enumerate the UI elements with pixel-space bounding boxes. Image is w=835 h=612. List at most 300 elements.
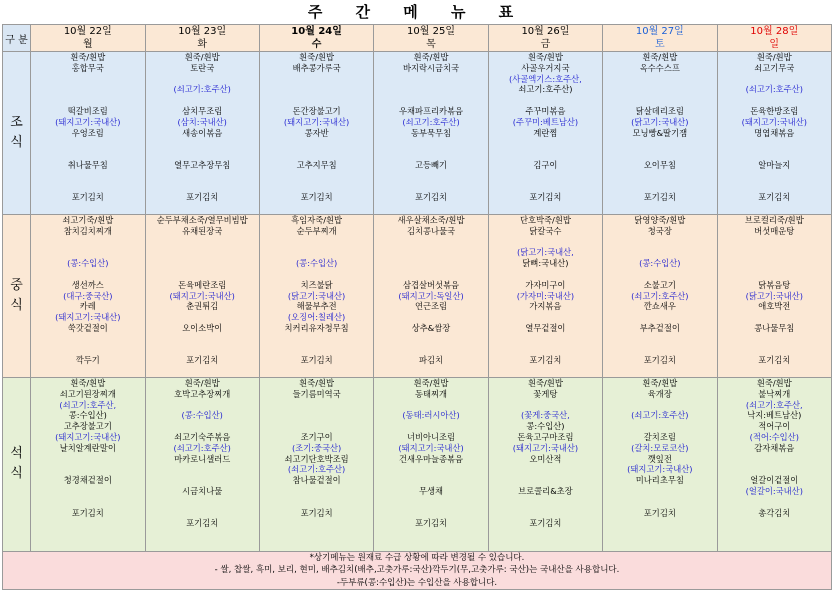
- menu-item: [718, 74, 831, 85]
- menu-item: 김치콩나물국: [406, 225, 456, 236]
- menu-item: 육개장: [647, 388, 672, 399]
- menu-item: [374, 237, 487, 248]
- menu-item: [146, 421, 259, 432]
- menu-item: [146, 203, 259, 214]
- menu-item: 쑥갓겉절이: [67, 322, 108, 333]
- menu-item: 오이무침: [643, 159, 676, 170]
- menu-item: [260, 84, 373, 95]
- menu-item: 유채된장국: [182, 225, 223, 236]
- menu-item: [374, 508, 487, 519]
- menu-item: [260, 421, 373, 432]
- menu-item: [489, 400, 602, 411]
- menu-item: [603, 95, 716, 106]
- menu-item: 소불고기: [643, 279, 676, 290]
- menu-item: [31, 149, 144, 160]
- menu-item: 쇠고기숙주볶음: [174, 431, 231, 442]
- menu-item: 콩:수입산): [526, 421, 565, 432]
- menu-item: 춘권튀김: [186, 301, 219, 312]
- menu-item: [374, 247, 487, 258]
- menu-item: 흰죽/흰밥: [642, 378, 678, 388]
- menu-item: [31, 247, 144, 258]
- menu-item: 참치김치찌개: [63, 225, 112, 236]
- menu-item: 포기김치: [414, 192, 448, 203]
- menu-item: [603, 497, 716, 508]
- menu-item: [603, 540, 716, 551]
- menu-item: 순두부채소죽/열무비빔밥: [156, 215, 248, 225]
- menu-item: [260, 171, 373, 182]
- menu-item: 옥수수스프: [639, 62, 680, 73]
- footer-note: -두부류(콩:수입산)는 수입산을 사용합니다.: [336, 577, 498, 588]
- gubun-header: 구 분: [3, 25, 31, 52]
- menu-item: 미나리초무침: [635, 475, 684, 486]
- menu-item: [603, 74, 716, 85]
- menu-item: 오미산적: [529, 453, 562, 464]
- menu-item: 가자미구이: [525, 279, 566, 290]
- menu-item: [718, 95, 831, 106]
- menu-item: [374, 497, 487, 508]
- menu-item: 치커리유자청무침: [284, 322, 349, 333]
- menu-item: [603, 237, 716, 248]
- menu-item: [374, 269, 487, 280]
- menu-item: 우채파프리카볶음: [398, 105, 464, 116]
- menu-item: [31, 366, 144, 377]
- menu-item: 모닝빵&딸기잼: [632, 127, 688, 138]
- day-header: [488, 25, 602, 52]
- menu-item: 닭칼국수: [529, 225, 562, 236]
- menu-item: 무생채: [418, 485, 444, 496]
- menu-item: (돼지고기:국내산): [398, 442, 464, 453]
- menu-item: [31, 497, 144, 508]
- menu-item: [146, 475, 259, 486]
- day-name: 금: [540, 39, 551, 50]
- menu-item: 포기김치: [529, 518, 562, 529]
- menu-item: 청경채겉절이: [63, 475, 112, 486]
- menu-item: [603, 138, 716, 149]
- menu-table: [2, 24, 832, 590]
- day-name: 월: [82, 39, 93, 50]
- menu-cell: [488, 215, 602, 378]
- menu-item: 우엉조림: [71, 127, 104, 138]
- menu-cell: [603, 215, 717, 378]
- day-header: [603, 25, 717, 52]
- menu-item: 고등빼기: [414, 159, 448, 170]
- menu-item: 고추장불고기: [63, 421, 112, 432]
- menu-item: [31, 171, 144, 182]
- menu-item: 알마늘지: [758, 159, 791, 170]
- menu-item: 쇠고기단호박조림: [284, 453, 349, 464]
- menu-item: [260, 74, 373, 85]
- menu-item: 해물부추전: [296, 301, 337, 312]
- menu-item: [260, 203, 373, 214]
- menu-item: (콩:수입산): [181, 410, 223, 421]
- menu-item: 콩나물무침: [754, 322, 795, 333]
- menu-item: [489, 237, 602, 248]
- menu-item: 날치알계란말이: [59, 442, 116, 453]
- menu-item: 쇠고기죽/흰밥: [62, 215, 114, 225]
- menu-item: [374, 258, 487, 269]
- menu-item: [718, 540, 831, 551]
- menu-item: 흰죽/흰밥: [642, 52, 678, 62]
- menu-item: 포기김치: [414, 518, 448, 529]
- menu-item: [146, 508, 259, 519]
- menu-item: [260, 95, 373, 106]
- menu-item: [260, 182, 373, 193]
- menu-item: (삼치:국내산): [177, 116, 227, 127]
- menu-cell: [717, 378, 831, 552]
- menu-item: [31, 454, 144, 465]
- menu-item: 상추&쌈장: [411, 322, 451, 333]
- menu-item: (적어:수입산): [749, 431, 799, 442]
- menu-item: 열무고추장무침: [174, 159, 231, 170]
- menu-item: [146, 237, 259, 248]
- menu-cell: [259, 215, 373, 378]
- menu-item: [718, 237, 831, 248]
- day-header: [259, 25, 373, 52]
- day-name: 목: [426, 39, 436, 50]
- menu-item: 브로컬리죽/흰밥: [744, 215, 804, 225]
- menu-item: [31, 84, 144, 95]
- menu-item: 삼치무조림: [182, 105, 223, 116]
- menu-item: 흰죽/흰밥: [184, 52, 220, 62]
- menu-item: 얼갈이겉절이: [750, 475, 799, 486]
- menu-item: [489, 464, 602, 475]
- menu-item: 흰죽/흰밥: [413, 52, 449, 62]
- menu-item: [260, 138, 373, 149]
- meal-label: [3, 215, 31, 378]
- menu-item: 홍합무국: [71, 62, 104, 73]
- menu-cell: [145, 378, 259, 552]
- menu-item: (쇠고기:호주산): [745, 84, 803, 95]
- page-title: 주 간 메 뉴 표: [307, 3, 528, 21]
- menu-item: [260, 529, 373, 540]
- menu-cell: [717, 215, 831, 378]
- menu-item: 돈육한방조림: [750, 105, 799, 116]
- menu-item: 순두부찌개: [296, 225, 337, 236]
- menu-item: [489, 529, 602, 540]
- menu-item: 돈육메란조림: [178, 279, 227, 290]
- menu-item: (얼갈이:국내산): [745, 485, 803, 496]
- menu-item: 낙지:베트남산): [747, 410, 802, 421]
- menu-item: [603, 334, 716, 345]
- menu-item: [718, 312, 831, 323]
- footer-notes: [3, 551, 832, 590]
- menu-item: [603, 203, 716, 214]
- menu-item: 흰죽/흰밥: [527, 378, 563, 388]
- menu-item: (닭고기:국내산): [745, 290, 803, 301]
- menu-item: [718, 149, 831, 160]
- menu-item: 쇠고기:호주산): [518, 84, 573, 95]
- menu-item: [31, 182, 144, 193]
- menu-item: [603, 518, 716, 529]
- menu-item: [603, 182, 716, 193]
- menu-item: [146, 540, 259, 551]
- menu-item: [489, 149, 602, 160]
- meal-row: [3, 52, 832, 215]
- menu-item: 김구이: [533, 159, 558, 170]
- menu-item: [260, 486, 373, 497]
- menu-item: 명엽채볶음: [754, 127, 795, 138]
- menu-item: [146, 464, 259, 475]
- menu-item: [31, 518, 144, 529]
- menu-item: 새송이볶음: [182, 127, 223, 138]
- menu-item: [374, 400, 487, 411]
- menu-item: 치즈불닭: [300, 279, 333, 290]
- menu-item: [146, 400, 259, 411]
- menu-item: (쇠고기:호주산,: [745, 399, 803, 410]
- menu-item: [146, 74, 259, 85]
- menu-cell: [488, 52, 602, 215]
- menu-item: [260, 149, 373, 160]
- menu-item: 새우살채소죽/흰밥: [397, 215, 465, 225]
- menu-item: [146, 182, 259, 193]
- menu-item: [489, 366, 602, 377]
- menu-item: [260, 518, 373, 529]
- menu-item: 마카로니샐러드: [174, 453, 231, 464]
- menu-item: [146, 529, 259, 540]
- menu-item: [489, 203, 602, 214]
- menu-item: 삼겹살버섯볶음: [402, 279, 460, 290]
- menu-item: (콩:수입산): [639, 258, 681, 269]
- menu-item: [146, 258, 259, 269]
- menu-item: 불낙찌개: [758, 388, 791, 399]
- menu-item: (콩:수입산): [67, 258, 109, 269]
- menu-item: [260, 345, 373, 356]
- menu-item: [146, 334, 259, 345]
- menu-item: [718, 138, 831, 149]
- day-header: [31, 25, 145, 52]
- menu-item: [146, 269, 259, 280]
- menu-item: [718, 529, 831, 540]
- menu-item: 꽃게탕: [533, 388, 558, 399]
- menu-item: [603, 529, 716, 540]
- menu-item: 생선까스: [71, 279, 104, 290]
- menu-item: [489, 540, 602, 551]
- menu-item: 포기김치: [643, 192, 676, 203]
- menu-item: 배추콩가루국: [292, 62, 341, 73]
- menu-item: [146, 366, 259, 377]
- menu-item: [31, 269, 144, 280]
- menu-item: 포기김치: [529, 192, 562, 203]
- menu-item: [489, 497, 602, 508]
- menu-item: (콩:수입산): [295, 258, 338, 269]
- menu-item: (돼지고기:국내산): [55, 116, 121, 127]
- meal-label: [3, 52, 31, 215]
- menu-item: [603, 149, 716, 160]
- menu-item: 떡갈비조림: [67, 105, 108, 116]
- menu-item: [718, 247, 831, 258]
- menu-cell: [488, 378, 602, 552]
- menu-item: [31, 486, 144, 497]
- menu-item: [260, 334, 373, 345]
- menu-item: (닭고기:국내산): [287, 290, 346, 301]
- menu-item: (갈치:모로코산): [631, 442, 689, 453]
- menu-item: 조기구이: [300, 431, 333, 442]
- menu-item: [603, 366, 716, 377]
- menu-item: [603, 247, 716, 258]
- header-row: [3, 25, 832, 52]
- menu-item: 쇠고기무국: [754, 62, 795, 73]
- menu-item: (닭고기:국내산): [631, 116, 689, 127]
- menu-item: [260, 366, 373, 377]
- menu-item: [374, 149, 487, 160]
- day-name: 수: [311, 39, 322, 50]
- menu-item: 포기김치: [300, 355, 333, 366]
- menu-cell: [374, 52, 488, 215]
- day-date: 10월 24일: [291, 26, 342, 37]
- menu-item: 파김치: [418, 355, 444, 366]
- meal-label-top: 조: [10, 115, 23, 130]
- menu-item: 돈간장불고기: [292, 105, 341, 116]
- menu-cell: [259, 378, 373, 552]
- meal-label: [3, 378, 31, 552]
- menu-item: [718, 345, 831, 356]
- menu-item: 오이소박이: [182, 322, 223, 333]
- meal-label-bottom: 식: [10, 135, 23, 150]
- menu-item: 애호박전: [758, 301, 791, 312]
- menu-cell: [31, 378, 145, 552]
- menu-item: (돼지고기:국내산): [627, 464, 693, 475]
- menu-item: [489, 182, 602, 193]
- menu-item: (쇠고기:호주산): [631, 290, 689, 301]
- menu-item: 흰죽/흰밥: [527, 52, 563, 62]
- menu-item: 포기김치: [71, 507, 104, 518]
- menu-item: 흰죽/흰밥: [413, 378, 449, 388]
- menu-item: 동태찌개: [414, 388, 448, 399]
- menu-item: [718, 464, 831, 475]
- menu-item: (돼지고기:국내산): [169, 290, 235, 301]
- menu-item: [146, 345, 259, 356]
- menu-item: 흰죽/흰밥: [70, 52, 106, 62]
- menu-item: 깍두기: [75, 355, 100, 366]
- day-date: 10월 23일: [178, 26, 227, 37]
- menu-item: [374, 74, 487, 85]
- menu-item: [603, 269, 716, 280]
- menu-item: [603, 171, 716, 182]
- menu-item: [374, 95, 487, 106]
- menu-item: 주꾸미볶음: [525, 105, 566, 116]
- day-name: 토: [654, 39, 665, 50]
- menu-item: 연근조림: [414, 301, 448, 312]
- menu-cell: [259, 52, 373, 215]
- menu-cell: [603, 52, 717, 215]
- menu-item: [489, 269, 602, 280]
- menu-cell: [603, 378, 717, 552]
- menu-item: 바지락시금치국: [402, 62, 460, 73]
- menu-cell: [145, 215, 259, 378]
- day-date: 10월 27일: [635, 26, 684, 37]
- day-date: 10월 26일: [521, 26, 570, 37]
- menu-item: 너비아니조림: [406, 431, 456, 442]
- menu-item: 시금치나물: [182, 485, 223, 496]
- menu-item: [31, 529, 144, 540]
- menu-item: 포기김치: [529, 355, 562, 366]
- menu-item: 사골우거지국: [521, 62, 570, 73]
- menu-item: [260, 400, 373, 411]
- menu-item: 포기김치: [643, 355, 676, 366]
- menu-item: [260, 247, 373, 258]
- menu-item: 흰죽/흰밥: [184, 378, 220, 388]
- menu-item: [489, 345, 602, 356]
- menu-item: [489, 334, 602, 345]
- menu-item: [374, 421, 487, 432]
- menu-item: [31, 203, 144, 214]
- menu-item: [603, 421, 716, 432]
- menu-item: 닭뼈:국내산): [522, 258, 569, 269]
- menu-item: (가자미:국내산): [516, 290, 575, 301]
- menu-item: (쇠고기:호주산): [173, 442, 231, 453]
- menu-item: [260, 269, 373, 280]
- menu-item: (꽃게:중국산,: [521, 410, 570, 421]
- menu-item: (쇠고기:호주산): [631, 410, 689, 421]
- day-name: 화: [197, 39, 208, 50]
- menu-item: [374, 138, 487, 149]
- menu-item: 흰죽/흰밥: [70, 378, 106, 388]
- menu-cell: [145, 52, 259, 215]
- menu-item: [374, 182, 487, 193]
- menu-item: 포기김치: [758, 355, 791, 366]
- menu-item: [374, 334, 487, 345]
- menu-item: 흰죽/흰밥: [756, 378, 792, 388]
- menu-item: [489, 508, 602, 519]
- meal-label-bottom: 식: [10, 298, 23, 313]
- menu-item: 포기김치: [758, 192, 791, 203]
- menu-item: 포기김치: [71, 192, 104, 203]
- menu-item: [31, 138, 144, 149]
- menu-item: 열무겉절이: [525, 322, 566, 333]
- menu-item: [146, 95, 259, 106]
- menu-item: [146, 138, 259, 149]
- menu-item: 포기김치: [186, 518, 219, 529]
- menu-item: (조기:중국산): [291, 442, 342, 453]
- menu-item: 포기김치: [186, 192, 219, 203]
- menu-item: 동부묵무침: [410, 127, 452, 138]
- menu-item: 콩:수입산): [68, 410, 107, 421]
- menu-item: [31, 237, 144, 248]
- menu-item: [718, 171, 831, 182]
- menu-item: [374, 475, 487, 486]
- menu-item: [374, 464, 487, 475]
- menu-item: 고추지무침: [296, 159, 337, 170]
- menu-item: 흰죽/흰밥: [299, 52, 335, 62]
- menu-item: [718, 258, 831, 269]
- menu-item: [146, 497, 259, 508]
- menu-item: 토란국: [190, 62, 215, 73]
- menu-item: 닭영양죽/흰밥: [634, 215, 686, 225]
- menu-cell: [374, 215, 488, 378]
- menu-item: 깻잎전: [647, 453, 672, 464]
- menu-item: [718, 269, 831, 280]
- menu-item: [718, 518, 831, 529]
- footer-row: [3, 551, 832, 590]
- footer-note: *상기메뉴는 원재료 수급 상황에 따라 변경될 수 있습니다.: [309, 552, 525, 563]
- menu-item: (쇠고기:호주산): [287, 464, 346, 475]
- menu-item: 단호박죽/흰밥: [519, 215, 571, 225]
- menu-item: 호박고추장찌개: [174, 388, 231, 399]
- menu-item: 감자채볶음: [754, 442, 795, 453]
- footer-note: - 쌀, 찹쌀, 흑미, 보리, 현미, 배추김치(배추,고춧가루:국산)깍두기(무,고춧가루: 국산)는 국내산을 사용합니다.: [214, 565, 620, 576]
- menu-cell: [717, 52, 831, 215]
- menu-item: 깐쇼새우: [643, 301, 676, 312]
- menu-cell: [31, 215, 145, 378]
- menu-item: [374, 171, 487, 182]
- menu-item: [603, 84, 716, 95]
- menu-item: 브로콜리&초장: [518, 485, 573, 496]
- menu-item: [603, 312, 716, 323]
- menu-item: [374, 84, 487, 95]
- menu-item: [718, 366, 831, 377]
- menu-item: (돼지고기:국내산): [283, 116, 350, 127]
- menu-item: 닭볶음탕: [758, 279, 791, 290]
